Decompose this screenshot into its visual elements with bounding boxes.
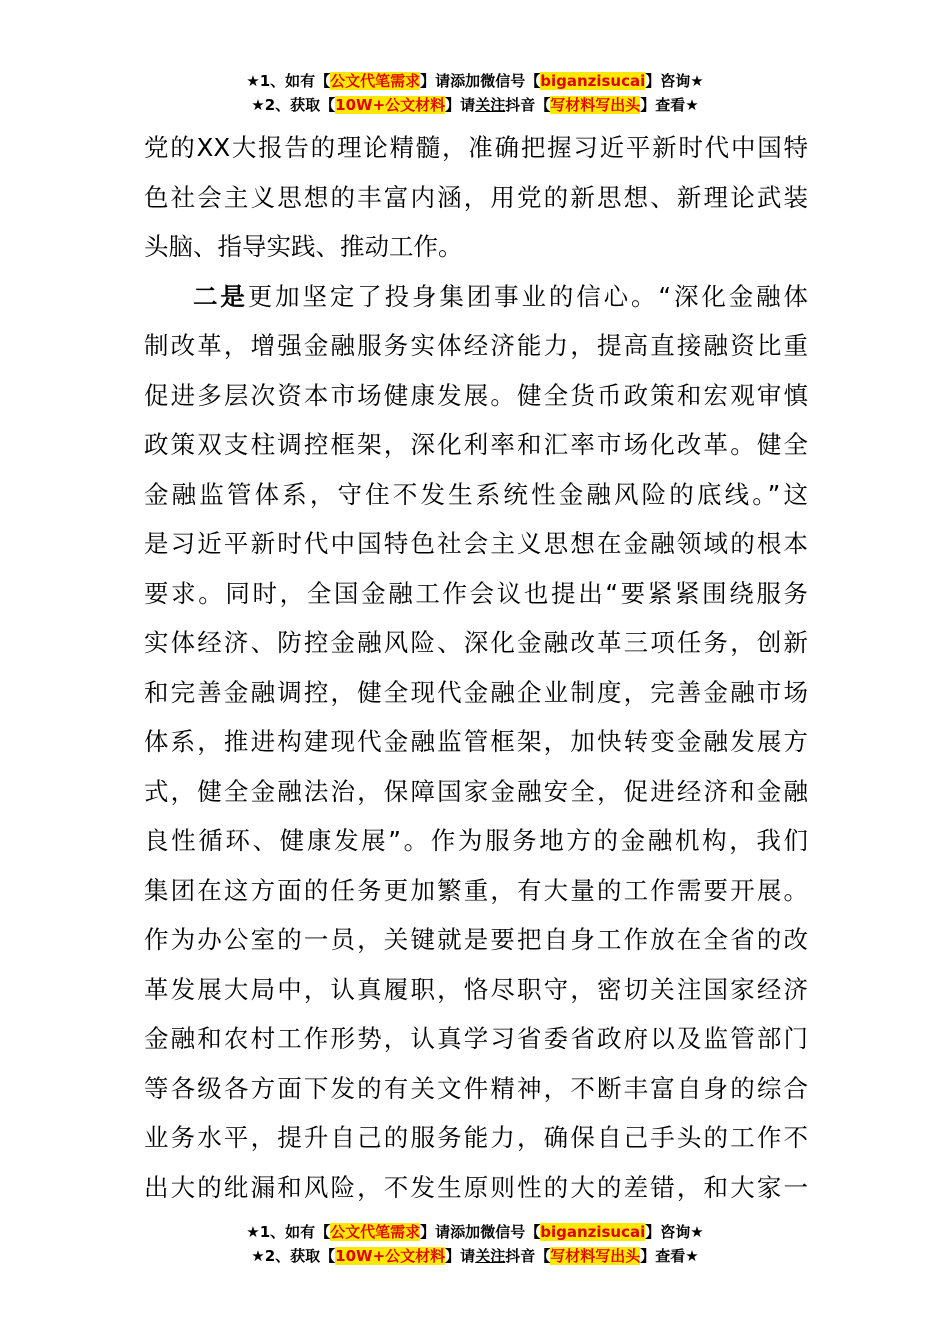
paragraph-lead: 二是 [193, 281, 248, 311]
document-body [144, 123, 808, 1212]
body-line: 作为办公室的一员，关键就是要把自身工作放在全省的改 [144, 925, 808, 954]
banner-text: 】查看 [640, 96, 686, 114]
star-icon: ★ [246, 72, 260, 90]
body-line: 良性循环、健康发展”。作为服务地方的金融机构，我们 [144, 826, 808, 855]
banner-line-1 [0, 69, 950, 93]
body-line: 实体经济、防控金融风险、深化金融改革三项任务，创新 [144, 628, 808, 657]
highlight-materials: 10W+公文材料 [335, 96, 446, 114]
banner-text: 微信号【 [480, 1223, 541, 1241]
highlight-service: 公文代笔需求 [330, 1223, 421, 1241]
star-icon: ★ [690, 1223, 704, 1241]
body-line: 要求。同时，全国金融工作会议也提出“要紧紧围绕服务 [144, 578, 808, 608]
star-icon: ★ [251, 1247, 265, 1265]
banner-text-bold: 添加 [450, 1223, 481, 1241]
banner-text: 2、获取【 [264, 1247, 336, 1265]
banner-line-2 [0, 93, 950, 117]
body-line: 金融和农村工作形势，认真学习省委省政府以及监管部门 [144, 1024, 808, 1053]
header-banner [0, 69, 950, 117]
body-line: 出大的纰漏和风险，不发生原则性的大的差错，和大家一 [144, 1172, 808, 1202]
body-line: 是习近平新时代中国特色社会主义思想在金融领域的根本 [144, 529, 808, 558]
body-line: 政策双支柱调控框架，深化利率和汇率市场化改革。健全 [144, 430, 808, 459]
body-line: 头脑、指导实践、推动工作。 [144, 232, 463, 261]
banner-line-1 [0, 1220, 950, 1244]
banner-text-underlined: 关注 [475, 1247, 506, 1265]
banner-text: 】请 [445, 96, 476, 114]
body-line: 体系，推进构建现代金融监管框架，加快转变金融发展方 [144, 727, 808, 756]
star-icon: ★ [685, 96, 699, 114]
highlight-wechat-id: biganzisucai [540, 72, 646, 90]
highlight-materials: 10W+公文材料 [335, 1247, 446, 1265]
banner-text: 】请 [420, 1223, 451, 1241]
body-line: 革发展大局中，认真履职，恪尽职守，密切关注国家经济 [144, 974, 808, 1004]
body-line: 金融监管体系，守住不发生系统性金融风险的底线。”这 [144, 479, 808, 509]
banner-text: 抖音【 [505, 1247, 551, 1265]
body-line: 制改革，增强金融服务实体经济能力，提高直接融资比重 [144, 331, 808, 360]
body-line: 色社会主义思想的丰富内涵，用党的新思想、新理论武装 [144, 182, 808, 212]
highlight-douyin: 写材料写出头 [550, 1247, 641, 1265]
star-icon: ★ [690, 72, 704, 90]
highlight-wechat-id: biganzisucai [540, 1223, 646, 1241]
banner-text: 抖音【 [505, 96, 551, 114]
banner-text: 1、如有【 [259, 1223, 331, 1241]
paragraph-2-first-line [144, 272, 808, 322]
body-line: 式，健全金融法治，保障国家金融安全，促进经济和金融 [144, 776, 808, 806]
body-line: 集团在这方面的任务更加繁重，有大量的工作需要开展。 [144, 875, 808, 905]
banner-text: 】请 [445, 1247, 476, 1265]
banner-text: 】咨询 [645, 1223, 691, 1241]
footer-banner [0, 1220, 950, 1268]
banner-text: 】查看 [640, 1247, 686, 1265]
highlight-douyin: 写材料写出头 [550, 96, 641, 114]
star-icon: ★ [246, 1223, 260, 1241]
body-line-text: 更加坚定了投身集团事业的信心。“深化金融体 [247, 281, 808, 311]
banner-text: 微信号【 [480, 72, 541, 90]
body-line: 业务水平，提升自己的服务能力，确保自己手头的工作不 [144, 1123, 808, 1152]
body-line: 和完善金融调控，健全现代金融企业制度，完善金融市场 [144, 677, 808, 707]
banner-text: 2、获取【 [264, 96, 336, 114]
body-line: 党的XX大报告的理论精髓，准确把握习近平新时代中国特 [144, 133, 808, 162]
banner-line-2 [0, 1244, 950, 1268]
banner-text-underlined: 关注 [475, 96, 506, 114]
star-icon: ★ [685, 1247, 699, 1265]
banner-text-bold: 添加 [450, 72, 481, 90]
body-line: 促进多层次资本市场健康发展。健全货币政策和宏观审慎 [144, 380, 808, 410]
banner-text: 】咨询 [645, 72, 691, 90]
star-icon: ★ [251, 96, 265, 114]
highlight-service: 公文代笔需求 [330, 72, 421, 90]
banner-text: 1、如有【 [259, 72, 331, 90]
banner-text: 】请 [420, 72, 451, 90]
body-line: 等各级各方面下发的有关文件精神，不断丰富自身的综合 [144, 1073, 808, 1103]
